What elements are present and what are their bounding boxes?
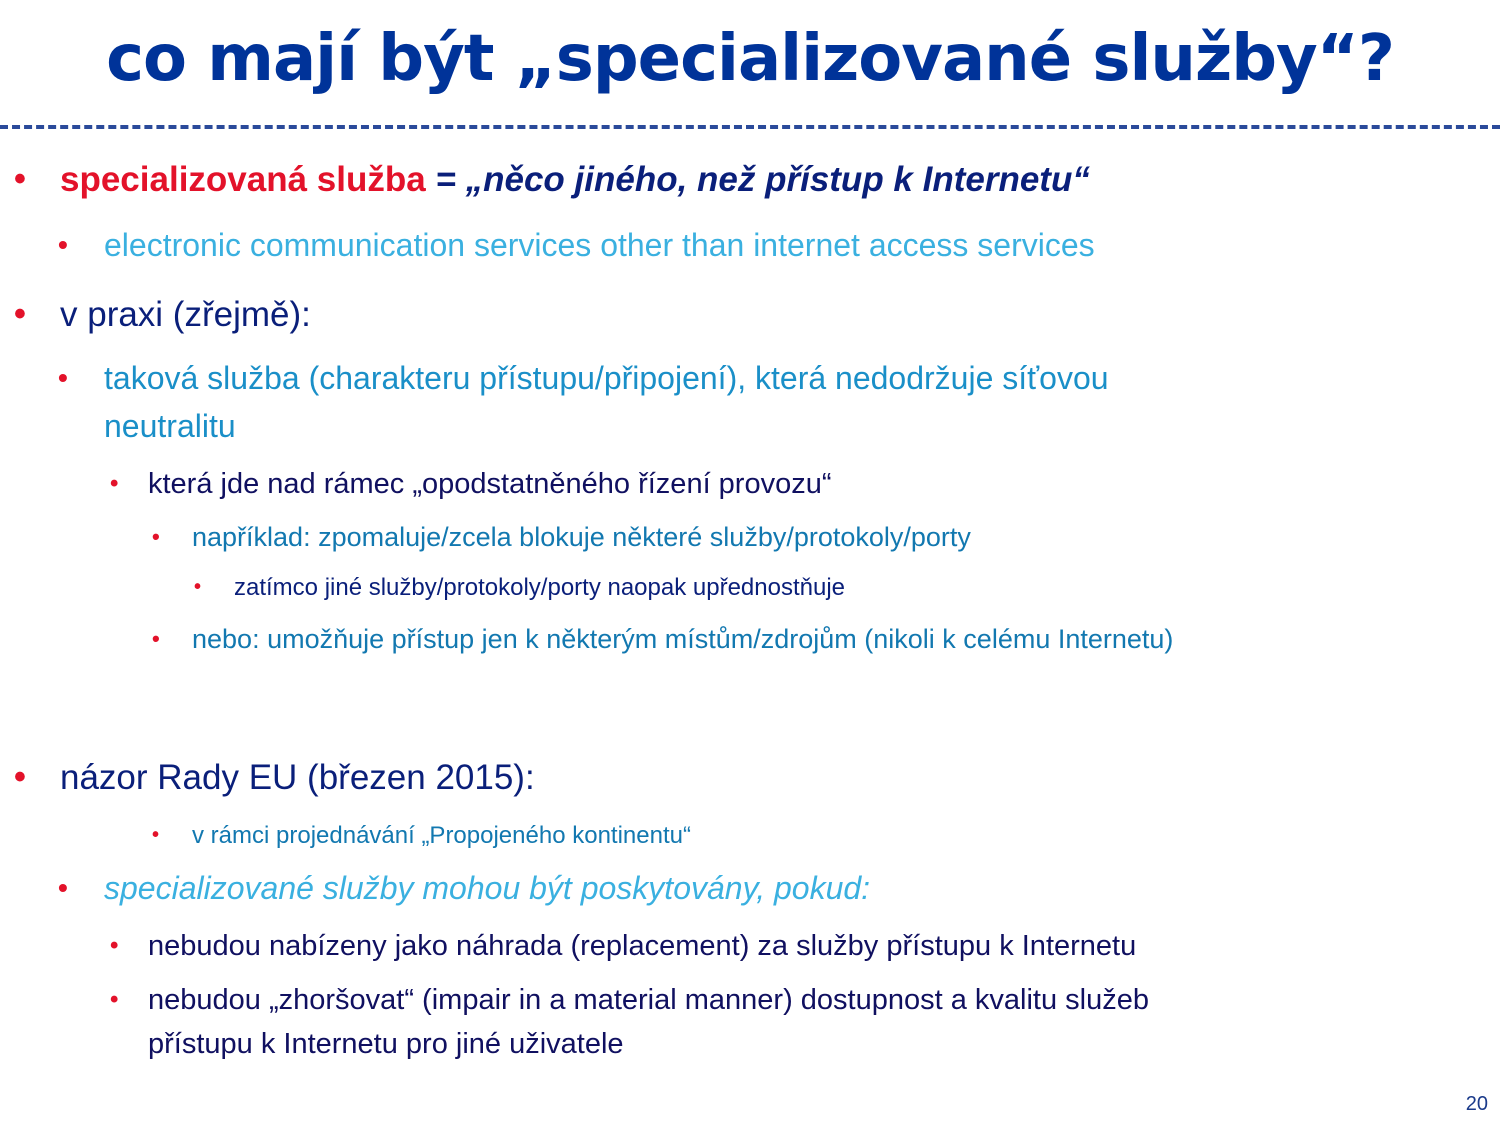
bullet-text-line2: neutralitu bbox=[104, 408, 236, 444]
bullet-marker: • bbox=[58, 872, 68, 903]
bullet-marker: • bbox=[14, 295, 26, 333]
bullet-marker: • bbox=[152, 824, 160, 846]
bullet-marker: • bbox=[110, 470, 119, 497]
bullet-marker: • bbox=[14, 160, 26, 198]
bullet-text-line1: nebudou „zhoršovat“ (impair in a material manner) dostupnost a kvalitu služeb bbox=[148, 984, 1149, 1016]
bullet-marker: • bbox=[152, 524, 160, 549]
bullet-text-line1: taková služba (charakteru přístupu/připojení), která nedodržuje síťovou bbox=[104, 360, 1109, 396]
title-divider bbox=[0, 125, 1500, 129]
bullet-text: electronic communication services other than internet access services bbox=[104, 227, 1095, 263]
bullet-text: například: zpomaluje/zcela blokuje některé služby/protokoly/porty bbox=[192, 522, 971, 552]
bullet-text: názor Rady EU (březen 2015): bbox=[60, 758, 535, 797]
bullet-marker: • bbox=[58, 362, 68, 393]
bullet-marker: • bbox=[152, 626, 160, 651]
bullet-text: v praxi (zřejmě): bbox=[60, 295, 311, 334]
page-number: 20 bbox=[1465, 1093, 1488, 1115]
bullet-marker: • bbox=[110, 986, 119, 1013]
bullet-text: která jde nad rámec „opodstatněného řízení provozu“ bbox=[148, 468, 832, 500]
bullet-text: zatímco jiné služby/protokoly/porty naopak upřednostňuje bbox=[234, 574, 846, 601]
bullet-text: nebo: umožňuje přístup jen k některým místům/zdrojům (nikoli k celému Internetu) bbox=[192, 624, 1174, 654]
bullet-marker: • bbox=[58, 229, 68, 260]
bullet-marker: • bbox=[14, 758, 26, 796]
bullet-marker: • bbox=[110, 932, 119, 959]
term-highlight: specializovaná služba bbox=[60, 160, 426, 199]
slide-title: co mají být „specializované služby“? bbox=[106, 22, 1394, 96]
bullet-text-line2: přístupu k Internetu pro jiné uživatele bbox=[148, 1028, 624, 1060]
term-definition: = „něco jiného, než přístup k Internetu“ bbox=[425, 160, 1090, 199]
bullet-text: v rámci projednávání „Propojeného kontinentu“ bbox=[192, 822, 691, 849]
bullet-text: specializované služby mohou být poskytovány, pokud: bbox=[104, 870, 871, 906]
bullet-text: nebudou nabízeny jako náhrada (replacement) za služby přístupu k Internetu bbox=[148, 930, 1137, 962]
bullet-marker: • bbox=[194, 576, 202, 598]
